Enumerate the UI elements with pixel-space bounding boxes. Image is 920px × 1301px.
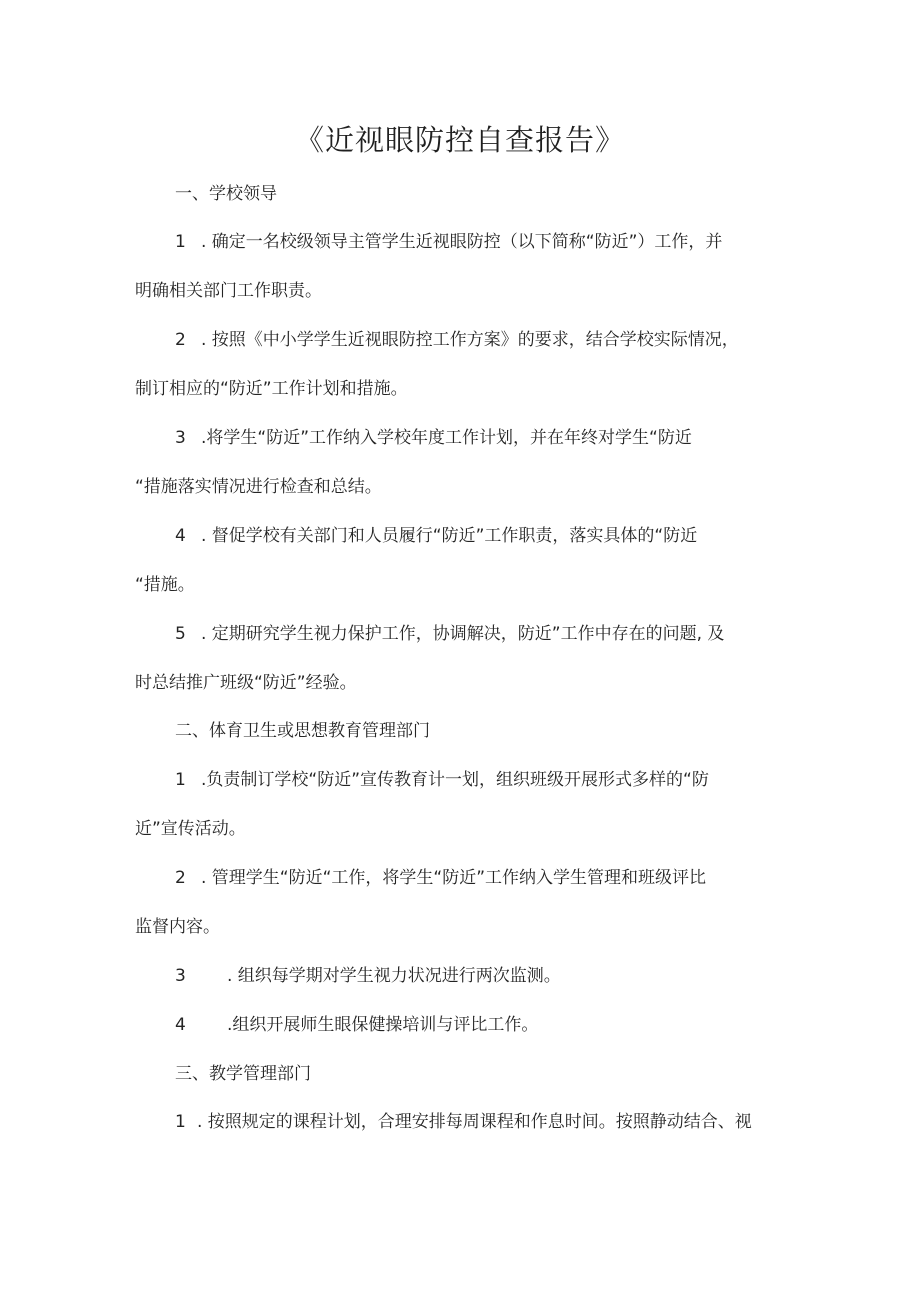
item-number: 5 (175, 624, 186, 644)
paragraph-continuation: 近”宣传活动。 (135, 819, 246, 839)
section-heading-school-leadership: 一、学校领导 (175, 184, 277, 204)
paragraph-first-line (175, 866, 706, 890)
item-text: . 按照规定的课程计划，合理安排每周课程和作息时间。按照静动结合、视 (197, 1112, 752, 1132)
item-number: 1 (175, 770, 186, 790)
paragraph-first-line (175, 1110, 752, 1134)
paragraph-first-line (175, 230, 722, 254)
item-number: 1 (175, 1112, 186, 1132)
paragraph-continuation: 监督内容。 (135, 917, 220, 937)
item-number: 2 (175, 330, 186, 350)
section-heading-teaching-management: 三、教学管理部门 (175, 1064, 311, 1084)
item-number: 2 (175, 868, 186, 888)
paragraph-continuation: “措施落实情况进行检查和总结。 (135, 477, 382, 497)
item-text: .组织开展师生眼保健操培训与评比工作。 (227, 1015, 539, 1035)
paragraph-first-line (175, 622, 724, 646)
item-number: 3 (175, 966, 186, 986)
paragraph-first-line (175, 964, 561, 988)
item-text: .将学生“防近”工作纳入学校年度工作计划，并在年终对学生“防近 (201, 428, 692, 448)
item-text: . 定期研究学生视力保护工作，协调解决，防近”工作中存在的问题, 及 (201, 624, 725, 644)
paragraph-continuation: “措施。 (135, 575, 195, 595)
paragraph-first-line (175, 1013, 538, 1037)
item-text: . 确定一名校级领导主管学生近视眼防控（以下简称“防近”）工作，并 (201, 232, 723, 252)
paragraph-first-line (175, 328, 739, 352)
item-text: . 管理学生“防近“工作，将学生“防近”工作纳入学生管理和班级评比 (201, 868, 707, 888)
item-text: . 组织每学期对学生视力状况进行两次监测。 (227, 966, 561, 986)
item-text: . 督促学校有关部门和人员履行“防近”工作职责，落实具体的“防近 (201, 526, 698, 546)
paragraph-continuation: 明确相关部门工作职责。 (135, 281, 322, 301)
paragraph-continuation: 时总结推广班级“防近”经验。 (135, 673, 357, 693)
item-number: 1 (175, 232, 186, 252)
section-heading-pe-health: 二、体育卫生或思想教育管理部门 (175, 721, 430, 741)
item-text: . 按照《中小学学生近视眼防控工作方案》的要求，结合学校实际情况， (201, 330, 739, 350)
paragraph-first-line (175, 768, 709, 792)
paragraph-first-line (175, 524, 697, 548)
item-number: 4 (175, 1015, 186, 1035)
item-number: 3 (175, 428, 186, 448)
item-number: 4 (175, 526, 186, 546)
item-text: .负责制订学校“防近”宣传教育计一划，组织班级开展形式多样的“防 (201, 770, 709, 790)
paragraph-continuation: 制订相应的“防近”工作计划和措施。 (135, 379, 408, 399)
paragraph-first-line (175, 426, 692, 450)
document-title: 《近视眼防控自查报告》 (294, 123, 625, 157)
